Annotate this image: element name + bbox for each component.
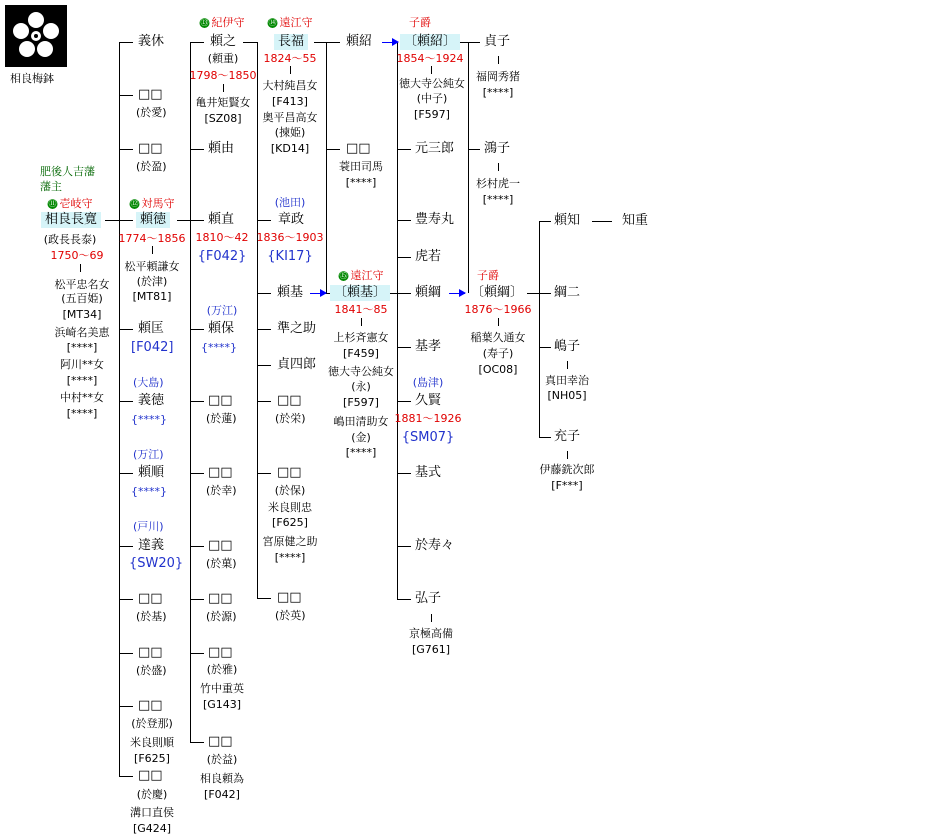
person-name: 貞子	[484, 34, 511, 49]
person-sub: (於基)	[136, 610, 167, 623]
person-sub: (於菓)	[206, 557, 237, 570]
person-name: 鴻子	[484, 141, 511, 156]
spouse-line: [KD14]	[270, 142, 310, 155]
spouse-line: [SZ08]	[204, 112, 242, 125]
person-code: {****}	[131, 413, 167, 426]
spouse-line: (於津)	[136, 275, 168, 288]
adoption-arrow-2	[310, 293, 326, 294]
person-name: 〔頼基〕	[330, 285, 390, 301]
domain-label-1: 肥後人吉藩	[40, 165, 95, 178]
person-sub: 相良頼為	[200, 772, 244, 785]
person-sub: [****]	[482, 86, 514, 99]
person-name: 貞四郎	[277, 357, 317, 372]
person-name: 章政	[277, 212, 305, 227]
crest-label: 相良梅鉢	[10, 72, 54, 85]
spouse-line: (金)	[351, 431, 371, 444]
person-name: □□	[208, 465, 233, 480]
person-sub: 米良則忠	[268, 501, 312, 514]
person-sub: 溝口直侯	[130, 806, 174, 819]
person-name: 充子	[554, 429, 581, 444]
person-code: {KI17}	[267, 249, 313, 264]
person-name: □□	[208, 393, 233, 408]
person-name: □□	[208, 538, 233, 553]
person-sub: (於雅)	[206, 663, 238, 676]
adoption-arrow-3	[449, 293, 465, 294]
adoptive-family: (戸川)	[133, 520, 164, 533]
person-name: 頼由	[208, 141, 235, 156]
person-name: 弘子	[415, 591, 442, 606]
spouse-line: 嶋田清助女	[333, 415, 389, 428]
person-dates: 1774～1856	[118, 232, 186, 245]
g3-c1-office: ⑬ 紀伊守	[200, 16, 245, 29]
g1-office: ⑪ 壱岐守	[48, 197, 93, 210]
spouse-line: 上杉斉憲女	[333, 331, 389, 344]
spouse-line: 稲葉久通女	[470, 331, 526, 344]
domain-label-2: 藩主	[40, 180, 62, 193]
person-dates: 1881～1926	[394, 412, 462, 425]
person-sub: (於慶)	[136, 788, 168, 801]
spouse-line: [F459]	[343, 347, 379, 360]
person-sub: (於英)	[275, 609, 306, 622]
person-name: 頼匡	[138, 321, 165, 336]
person-code: {SM07}	[401, 430, 455, 445]
person-sub: (於蓮)	[206, 412, 237, 425]
g1-spouse-line: [****]	[66, 407, 98, 420]
person-name: 〔頼綱〕	[470, 285, 524, 300]
g2-c4-office: ⑫ 対馬守	[130, 197, 175, 210]
person-sub: 竹中重英	[200, 682, 244, 695]
person-name: 義休	[138, 34, 165, 49]
person-name: 嶋子	[554, 339, 581, 354]
person-sub: (於盛)	[136, 664, 167, 677]
adoptive-family: (万江)	[133, 448, 164, 461]
person-name: □□	[138, 141, 163, 156]
spouse-line: (揀姫)	[274, 126, 306, 139]
person-name: 頼紹	[346, 34, 373, 49]
person-alias: (頼重)	[207, 52, 239, 65]
person-name: □□	[138, 591, 163, 606]
adoptive-family: (万江)	[206, 304, 238, 317]
person-sub: 蓑田司馬	[339, 160, 383, 173]
person-sub: (於登那)	[131, 717, 173, 730]
person-name: 義徳	[138, 393, 165, 408]
person-name: □□	[208, 645, 233, 660]
person-sub: [****]	[345, 176, 377, 189]
adoptive-family: (島津)	[412, 376, 444, 389]
g7-c3-office: 子爵	[477, 269, 499, 282]
person-sub: (於保)	[274, 484, 306, 497]
person-sub: [F625]	[134, 752, 170, 765]
person-sub: [G761]	[411, 643, 451, 656]
g1-name: 相良長寛	[41, 212, 101, 228]
spouse-line: [MT81]	[132, 290, 172, 303]
spouse-line: (寿子)	[482, 347, 514, 360]
person-name: 基孝	[415, 339, 442, 354]
person-sub: 福岡秀猪	[476, 70, 520, 83]
person-name: 頼直	[208, 212, 235, 227]
person-sub: (於栄)	[275, 412, 306, 425]
g1-spouse-line: 松平忠名女	[54, 278, 110, 291]
person-name: □□	[208, 591, 233, 606]
person-name: 頼基	[277, 285, 304, 300]
person-dates: 1876～1966	[464, 303, 532, 316]
person-sub: [F***]	[551, 479, 583, 492]
person-sub: (於益)	[206, 753, 238, 766]
g1-alias: (政長長泰)	[43, 233, 97, 246]
spouse-line: 徳大寺公純女	[399, 77, 465, 90]
spouse-line: 大村純昌女	[262, 79, 318, 92]
person-name: □□	[277, 393, 302, 408]
g5-c3-office: ⑮ 遠江守	[339, 269, 384, 282]
spouse-line: (永)	[351, 380, 371, 393]
person-name: □□	[138, 768, 163, 783]
person-name: 達義	[138, 538, 165, 553]
person-name: □□	[277, 465, 302, 480]
g1-spouse-line: [****]	[66, 341, 98, 354]
g1-spouse-line: [MT34]	[62, 308, 102, 321]
person-code: {F042}	[197, 249, 247, 264]
spouse-line: [****]	[345, 446, 377, 459]
person-name: 頼徳	[136, 212, 170, 228]
person-name: 於寿々	[415, 538, 455, 553]
person-code: {****}	[201, 341, 237, 354]
person-name: 元三郎	[415, 141, 455, 156]
spouse-line: 松平頼謙女	[124, 260, 180, 273]
person-name: □□	[138, 698, 163, 713]
person-sub: 杉村虎一	[476, 177, 520, 190]
person-name: □□	[138, 87, 163, 102]
person-name: 頼綱	[415, 285, 442, 300]
person-code: {****}	[131, 485, 167, 498]
umebachi-crest-icon	[5, 5, 67, 67]
spouse-line: 亀井矩賢女	[195, 96, 251, 109]
person-sub: 真田幸治	[545, 374, 589, 387]
person-sub: (於盈)	[136, 160, 167, 173]
person-name: 頼保	[208, 321, 235, 336]
spouse-line: [F597]	[343, 396, 379, 409]
person-name: 豊寿丸	[415, 212, 455, 227]
person-sub: [G143]	[202, 698, 242, 711]
person-sub: (於幸)	[206, 484, 237, 497]
person-sub: (於愛)	[136, 106, 167, 119]
person-sub: [****]	[482, 193, 514, 206]
person-name: □□	[208, 734, 233, 749]
person-name: □□	[138, 645, 163, 660]
person-name: 〔頼紹〕	[400, 34, 460, 50]
person-sub: [F042]	[204, 788, 240, 801]
person-name: 長福	[274, 34, 308, 50]
person-name: □□	[346, 141, 371, 156]
g1-spouse-line: (五百姫)	[61, 292, 103, 305]
person-sub: 宮原健之助	[262, 535, 318, 548]
spouse-line: (中子)	[416, 92, 448, 105]
adoption-arrow-1	[382, 42, 398, 43]
person-sub: 京極高備	[409, 627, 453, 640]
person-name: □□	[277, 590, 302, 605]
person-name: 久賢	[415, 393, 442, 408]
person-name: 虎若	[415, 249, 442, 264]
person-sub: [****]	[274, 551, 306, 564]
person-dates: 1854～1924	[396, 52, 464, 65]
person-sub: 米良則順	[130, 736, 174, 749]
g1-spouse-line: 中村**女	[60, 391, 104, 404]
person-dates: 1836～1903	[256, 231, 324, 244]
person-sub: [NH05]	[547, 389, 587, 402]
g1-dates: 1750～69	[50, 249, 104, 262]
g1-spouse-line: 浜崎名美恵	[54, 326, 110, 339]
person-name: 頼知	[554, 213, 581, 228]
person-dates: 1810～42	[195, 231, 249, 244]
spouse-line: 徳大寺公純女	[328, 365, 394, 378]
person-name: 綱二	[554, 285, 581, 300]
person-name: 準之助	[277, 321, 317, 336]
spouse-line: 奥平昌高女	[262, 111, 318, 124]
person-name: 基式	[415, 465, 442, 480]
adoptive-family: (池田)	[274, 196, 306, 209]
adoptive-family: (大島)	[133, 376, 164, 389]
g6-c1-office: 子爵	[409, 16, 431, 29]
g1-spouse-line: [****]	[66, 374, 98, 387]
person-sub: (於源)	[206, 610, 237, 623]
person-dates: 1798～1850	[189, 69, 257, 82]
person-sub: [G424]	[132, 822, 172, 835]
person-name: 知重	[622, 213, 649, 228]
person-code: {SW20}	[129, 556, 184, 571]
person-sub: [F625]	[272, 516, 308, 529]
person-sub: 伊藤銑次郎	[539, 463, 595, 476]
person-code: [F042]	[131, 340, 174, 355]
spouse-line: [F597]	[414, 108, 450, 121]
person-name: 頼順	[138, 465, 165, 480]
g4-c1-office: ⑭ 遠江守	[268, 16, 313, 29]
spouse-line: [OC08]	[478, 363, 518, 376]
g1-spouse-line: 阿川**女	[60, 358, 104, 371]
spouse-line: [F413]	[272, 95, 308, 108]
person-dates: 1841～85	[334, 303, 388, 316]
person-dates: 1824～55	[263, 52, 317, 65]
person-name: 頼之	[209, 34, 237, 49]
